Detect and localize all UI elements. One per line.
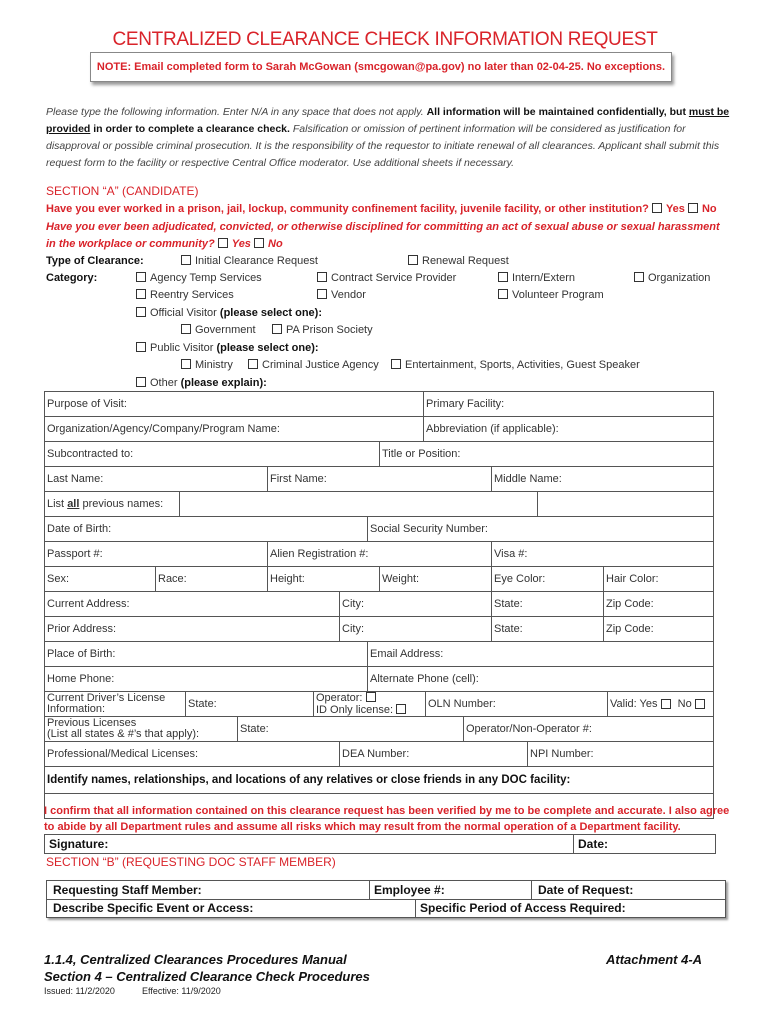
dea-number-field[interactable] [339,742,526,766]
checkbox[interactable] [181,324,191,334]
option-label: Government [195,324,256,336]
professional-licenses-field[interactable] [45,742,337,766]
q1-yes-label: Yes [665,203,685,215]
footer-section: Section 4 – Centralized Clearance Check Procedures [44,969,370,984]
section-b-row-1 [47,881,725,900]
field-label: Primary Facility: [426,398,505,410]
subcontracted-field[interactable] [45,442,377,466]
weight-field[interactable] [379,567,490,591]
section-b-table [46,880,726,918]
option-label: Criminal Justice Agency [262,359,379,371]
valid-no-checkbox[interactable] [695,699,705,709]
option-renewal[interactable] [408,255,509,267]
field-label: Visa #: [494,548,528,560]
field-label: Social Security Number: [370,523,488,535]
current-address-field[interactable] [45,592,337,616]
checkbox[interactable] [136,342,146,352]
eye-color-field[interactable] [491,567,602,591]
form-row [44,391,714,417]
option-agency-temp[interactable] [136,272,262,284]
operator-non-operator-field[interactable] [463,717,713,741]
option-label: ID Only license: [316,704,394,716]
intro-text-2: Falsification or omission of pertinent information will be considered as justification for disapproval or possible criminal prosecution. It is the responsibility of the requestor to initiate renewal of all clearances. Applicant shall submit this request form to the facility or respective Central Office moderator. Use additional sheets if necessary. [46,123,720,169]
middle-name-field[interactable] [491,467,713,491]
purpose-field[interactable] [45,392,421,416]
operator-checkbox[interactable] [366,692,376,702]
intro-bold-2: in order to complete a clearance check. [93,123,290,135]
prior-address-field[interactable] [45,617,337,641]
q2-yes-checkbox[interactable] [218,238,228,248]
drivers-license-label [45,692,183,716]
option-sub: (please select one): [219,307,322,319]
field-label: Subcontracted to: [47,448,134,460]
section-a-heading: SECTION “A” (CANDIDATE) [46,184,199,198]
option-official-visitor[interactable] [136,307,322,319]
oln-number-field[interactable] [425,692,606,716]
field-label: Date of Request: [538,883,634,897]
field-label: Alternate Phone (cell): [370,673,479,685]
option-label: Public Visitor [150,342,214,354]
option-organization[interactable] [634,272,710,284]
checkbox[interactable] [408,255,418,265]
field-label: Weight: [382,573,420,585]
signature-row [44,834,716,854]
field-label: State: [240,723,269,735]
option-intern[interactable] [498,272,575,284]
option-sub: (please select one): [216,342,319,354]
footer-manual: 1.1.4, Centralized Clearances Procedures Manual [44,952,347,967]
option-contract[interactable] [317,272,456,284]
question-sexual-abuse [46,219,726,253]
q1-yes-checkbox[interactable] [652,203,662,213]
field-label: Race: [158,573,187,585]
option-government[interactable] [181,324,256,336]
form-row [44,617,714,642]
field-label: Employee #: [374,883,445,897]
label-line: Previous Licenses [47,717,137,729]
valid-yes-label: Valid: Yes [610,698,658,710]
option-label: Operator: [316,692,363,704]
dob-field[interactable] [45,517,365,541]
checkbox[interactable] [634,272,644,282]
field-label: City: [342,623,364,635]
checkbox[interactable] [317,289,327,299]
option-pa-prison-society[interactable] [272,324,373,336]
visa-field[interactable] [491,542,713,566]
option-volunteer[interactable] [498,289,604,301]
label-line: Information: [47,703,106,715]
field-label: Sex: [47,573,70,585]
race-field[interactable] [155,567,266,591]
q1-no-label: No [701,203,717,215]
city-field[interactable] [339,592,490,616]
option-label: Agency Temp Services [150,272,262,284]
state-field[interactable] [491,592,602,616]
form-row [44,467,714,492]
field-label: Zip Code: [606,598,654,610]
footer-issued: Issued: 11/2/2020 [44,986,115,996]
valid-no-label: No [677,698,692,710]
candidate-form-grid [44,391,714,819]
field-label: Prior Address: [47,623,117,635]
instructions [46,104,736,172]
option-criminal-justice[interactable] [248,359,379,371]
checkbox[interactable] [391,359,401,369]
checkbox[interactable] [136,272,146,282]
zip-field[interactable] [603,592,713,616]
access-period-field[interactable] [415,899,630,917]
date-field[interactable] [573,835,608,853]
ssn-field[interactable] [367,517,713,541]
form-row [44,517,714,542]
option-label: Organization [648,272,711,284]
option-reentry[interactable] [136,289,234,301]
field-label: Eye Color: [494,573,546,585]
form-row [44,667,714,692]
first-name-field[interactable] [267,467,490,491]
section-b-row-2 [47,899,725,917]
option-label: Renewal Request [422,255,509,267]
option-label: Entertainment, Sports, Activities, Guest Speaker [405,359,640,371]
checkbox[interactable] [248,359,258,369]
title-position-field[interactable] [379,442,713,466]
field-label: Zip Code: [606,623,654,635]
q1-no-checkbox[interactable] [688,203,698,213]
option-label: Ministry [195,359,233,371]
footer-effective: Effective: 11/9/2020 [142,986,221,996]
q2-no-checkbox[interactable] [254,238,264,248]
height-field[interactable] [267,567,378,591]
id-only-option[interactable] [316,704,410,716]
field-label: Hair Color: [606,573,659,585]
field-label: Professional/Medical Licenses: [47,748,199,760]
form-row [44,592,714,617]
field-label: DEA Number: [342,748,410,760]
checkbox[interactable] [136,377,146,387]
label-part: List [47,498,65,510]
place-of-birth-field[interactable] [45,642,365,666]
checkbox[interactable] [498,289,508,299]
previous-names-input-2[interactable] [537,492,713,516]
option-other[interactable] [136,377,267,389]
id-only-checkbox[interactable] [396,704,406,714]
field-label: Date: [578,837,609,851]
field-label: Requesting Staff Member: [53,883,202,897]
dl-state-field[interactable] [185,692,312,716]
form-row [44,567,714,592]
email-field[interactable] [367,642,713,666]
intro-bold: All information will be maintained confidentially, but [426,106,686,118]
primary-facility-field[interactable] [423,392,713,416]
option-label: Reentry Services [150,289,234,301]
option-label: Contract Service Provider [331,272,457,284]
field-label: OLN Number: [428,698,496,710]
option-initial[interactable] [181,255,318,267]
field-label: Height: [270,573,305,585]
field-label: Identify names, relationships, and locations of any relatives or close friends in any DOC facility: [47,774,571,786]
form-row [44,642,714,667]
checkbox[interactable] [181,255,191,265]
form-row [44,542,714,567]
field-label: Purpose of Visit: [47,398,127,410]
field-label: Email Address: [370,648,444,660]
alternate-phone-field[interactable] [367,667,713,691]
intro-text: Please type the following information. Enter N/A in any space that does not apply. [46,106,424,118]
field-label: Place of Birth: [47,648,116,660]
field-label: State: [188,698,217,710]
checkbox[interactable] [136,307,146,317]
intro-underlined: must be provided [46,106,730,135]
prior-city-field[interactable] [339,617,490,641]
form-row [44,767,714,794]
form-row [44,717,714,742]
prior-state-field[interactable] [491,617,602,641]
field-label: Middle Name: [494,473,562,485]
field-label: Signature: [49,837,109,851]
requesting-staff-field[interactable] [53,883,202,897]
field-label: City: [342,598,364,610]
valid-yes-checkbox[interactable] [661,699,671,709]
field-label: State: [494,598,523,610]
field-label: Passport #: [47,548,103,560]
field-label: NPI Number: [530,748,594,760]
field-label: State: [494,623,523,635]
npi-number-field[interactable] [527,742,713,766]
form-row [44,492,714,517]
checkbox[interactable] [136,289,146,299]
form-row [44,742,714,767]
signature-field[interactable] [49,837,108,851]
category-label: Category: [46,272,98,284]
question-worked-institution [46,203,717,215]
last-name-field[interactable] [45,467,265,491]
label-line: (List all states & #’s that apply): [47,728,200,740]
field-label: Operator/Non-Operator #: [466,723,592,735]
form-row [44,692,714,717]
field-label: First Name: [270,473,327,485]
q2-text: Have you ever been adjudicated, convicted, or otherwise disciplined for committing an act of sexual abuse or sexual harassment in the workplace or community? [46,221,720,250]
hair-color-field[interactable] [603,567,713,591]
checkbox[interactable] [272,324,282,334]
label-line: Current Driver’s License [47,692,166,704]
previous-names-label [45,492,177,516]
form-row [44,442,714,467]
previous-names-input-1[interactable] [179,492,536,516]
relatives-label [45,767,713,793]
label-part: all [67,498,80,510]
note-banner: NOTE: Email completed form to Sarah McGowan (smcgowan@pa.gov) no later than 02-04-25. No exceptions. [90,52,672,82]
checkbox[interactable] [317,272,327,282]
option-label: PA Prison Society [286,324,373,336]
form-title: CENTRALIZED CLEARANCE CHECK INFORMATION REQUEST [112,29,658,50]
q1-text: Have you ever worked in a prison, jail, lockup, community confinement facility, juvenile facility, or other institution? [46,203,649,215]
option-label: Intern/Extern [512,272,575,284]
option-public-visitor[interactable] [136,342,319,354]
option-label: Initial Clearance Request [195,255,318,267]
valid-field [607,692,713,716]
field-label: Home Phone: [47,673,115,685]
checkbox[interactable] [498,272,508,282]
section-b-heading: SECTION “B” (REQUESTING DOC STAFF MEMBER) [46,855,336,869]
option-entertainment[interactable] [391,359,640,371]
option-label: Official Visitor [150,307,217,319]
field-label: Current Address: [47,598,130,610]
checkbox[interactable] [181,359,191,369]
field-label: Abbreviation (if applicable): [426,423,559,435]
event-access-field[interactable] [53,901,253,915]
option-label: Vendor [331,289,366,301]
field-label: Last Name: [47,473,104,485]
option-sub: (please explain): [180,377,267,389]
form-row [44,417,714,442]
previous-licenses-label [45,717,235,741]
employee-number-field[interactable] [369,881,449,899]
q2-yes-label: Yes [231,238,251,250]
field-label: Title or Position: [382,448,461,460]
q2-no-label: No [268,238,283,250]
operator-option[interactable] [316,692,380,704]
home-phone-field[interactable] [45,667,365,691]
alien-registration-field[interactable] [267,542,490,566]
field-label: Alien Registration #: [270,548,369,560]
passport-field[interactable] [45,542,265,566]
type-of-clearance-label: Type of Clearance: [46,255,144,267]
option-ministry[interactable] [181,359,233,371]
prior-zip-field[interactable] [603,617,713,641]
org-name-field[interactable] [45,417,421,441]
field-label: Describe Specific Event or Access: [53,901,254,915]
prev-license-state-field[interactable] [237,717,462,741]
abbreviation-field[interactable] [423,417,713,441]
label-part: previous names: [82,498,164,510]
field-label: Date of Birth: [47,523,112,535]
sex-field[interactable] [45,567,153,591]
date-of-request-field[interactable] [531,881,639,899]
license-type-options [313,692,424,716]
field-label: Organization/Agency/Company/Program Name: [47,423,280,435]
footer-attachment: Attachment 4-A [606,952,703,967]
option-label: Other [150,377,178,389]
option-vendor[interactable] [317,289,366,301]
confirmation-statement: I confirm that all information contained on this clearance request has been verified by me to be complete and accurate. I also agree to abide by all Department rules and assume all risks which may result from the normal operation of a Department facility. [44,805,730,833]
field-label: Specific Period of Access Required: [420,901,626,915]
option-label: Volunteer Program [512,289,604,301]
